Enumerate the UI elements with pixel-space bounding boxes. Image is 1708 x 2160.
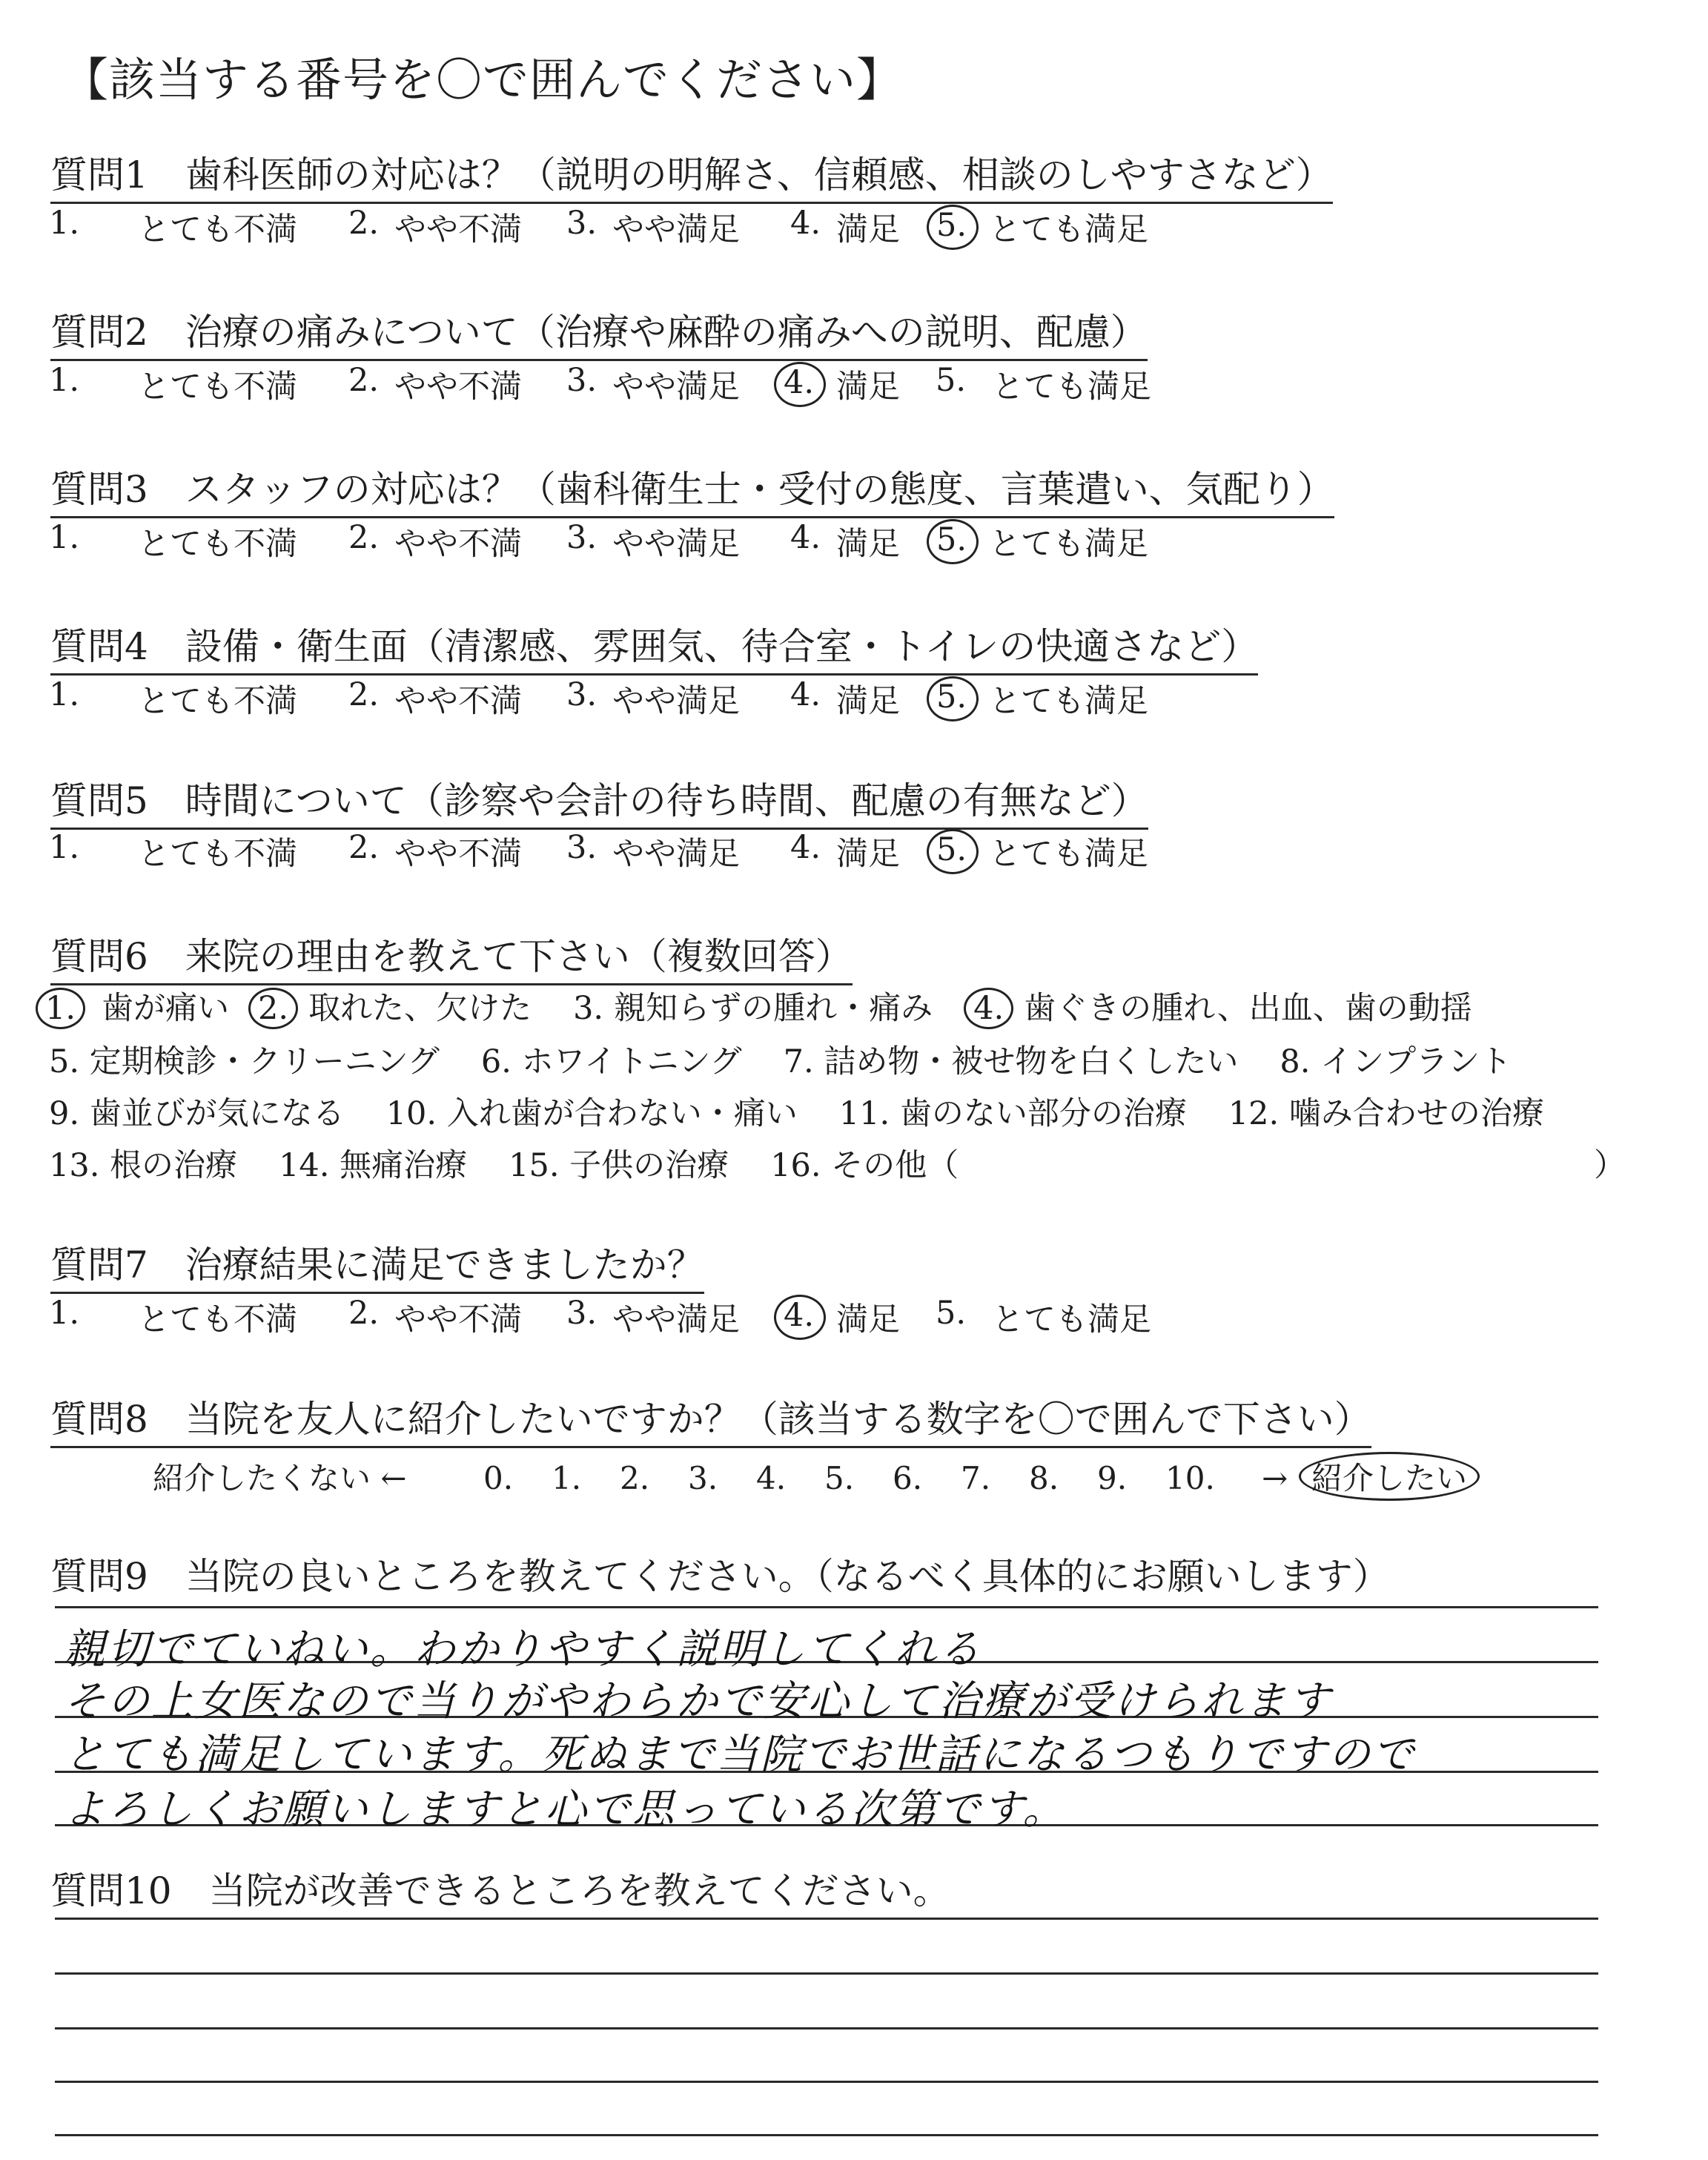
q7-option-3-number[interactable]: 3. [566, 1295, 598, 1332]
q5-option-2-number[interactable]: 2. [348, 829, 380, 866]
q5-option-3-number[interactable]: 3. [566, 829, 598, 866]
q1-option-3-number[interactable]: 3. [566, 205, 598, 242]
q1-option-2-number[interactable]: 2. [348, 205, 380, 242]
q10-answer-line-5[interactable] [55, 2134, 1598, 2136]
q4-option-2-label: やや不満 [394, 683, 522, 720]
q4-option-4-label: 満足 [836, 683, 900, 720]
q3-option-3-number[interactable]: 3. [566, 519, 598, 556]
q2-option-3-number[interactable]: 3. [566, 362, 598, 399]
q6-option-8[interactable]: 8. インプラント [1280, 1043, 1512, 1080]
q6-option-14[interactable]: 14. 無痛治療 [279, 1147, 468, 1184]
q5-option-5-label: とても満足 [989, 836, 1148, 873]
q5-option-2-label: やや不満 [394, 836, 522, 873]
q6-option-2-label: 取れた、欠けた [308, 990, 532, 1027]
q4-option-4-number[interactable]: 4. [790, 676, 821, 713]
q6-option-12[interactable]: 12. 噛み合わせの治療 [1228, 1095, 1544, 1132]
q7-option-2-label: やや不満 [394, 1301, 522, 1338]
question-10-title: 質問10 当院が改善できるところを教えてください。 [50, 1869, 950, 1912]
q4-option-5-label: とても満足 [989, 683, 1148, 720]
question-2-options [49, 362, 1170, 407]
q5-option-4-number[interactable]: 4. [790, 829, 821, 866]
question-6-title: 質問6 来院の理由を教えて下さい（複数回答） [50, 927, 853, 985]
q9-answer-text-4[interactable]: よろしくお願いしますと心で思っている次第です。 [64, 1786, 1067, 1834]
q6-option-1-label: 歯が痛い [102, 990, 230, 1027]
q10-answer-line-4[interactable] [55, 2081, 1598, 2083]
q3-option-3-label: やや満足 [612, 526, 740, 563]
q8-scale-5[interactable]: 5. [824, 1460, 855, 1496]
q5-option-5-number-circled[interactable]: 5. [927, 829, 979, 874]
q6-option-6[interactable]: 6. ホワイトニング [480, 1043, 742, 1080]
q8-scale-2[interactable]: 2. [620, 1460, 650, 1496]
q6-option-5[interactable]: 5. 定期検診・クリーニング [49, 1043, 440, 1080]
q2-option-1-number[interactable]: 1. [49, 362, 80, 399]
question-8-scale [153, 1452, 1481, 1501]
question-1-options [49, 205, 1167, 250]
q1-option-1-number[interactable]: 1. [49, 205, 80, 242]
q2-option-3-label: やや満足 [612, 369, 740, 406]
question-7-options [49, 1295, 1170, 1340]
q2-option-1-label: とても不満 [138, 369, 297, 406]
q4-option-3-label: やや満足 [612, 683, 740, 720]
q8-scale-4[interactable]: 4. [756, 1460, 787, 1496]
question-6-row-2 [49, 1037, 1512, 1082]
q10-answer-line-2[interactable] [55, 1972, 1598, 1975]
q6-option-11[interactable]: 11. 歯のない部分の治療 [838, 1095, 1187, 1132]
q8-right-arrow: → [1262, 1460, 1288, 1496]
q6-option-4-number-circled[interactable]: 4. [964, 988, 1013, 1029]
q6-option-9[interactable]: 9. 歯並びが気になる [49, 1095, 345, 1132]
q6-option-16[interactable]: 16. その他（ [770, 1147, 959, 1184]
question-8-title: 質問8 当院を友人に紹介したいですか？（該当する数字を〇で囲んで下さい） [50, 1390, 1371, 1448]
q5-option-4-label: 満足 [836, 836, 900, 873]
q1-option-2-label: やや不満 [394, 211, 522, 248]
q9-answer-text-2[interactable]: その上女医なので当りがやわらかで安心して治療が受けられます [64, 1677, 1332, 1725]
q10-answer-line-3[interactable] [55, 2027, 1598, 2029]
q8-scale-10[interactable]: 10. [1165, 1460, 1215, 1496]
question-6-row-4 [49, 1140, 959, 1186]
question-6-row-3 [49, 1089, 1544, 1134]
q3-option-1-label: とても不満 [138, 526, 297, 563]
q7-option-1-label: とても不満 [138, 1301, 297, 1338]
q6-option-2-number-circled[interactable]: 2. [248, 988, 298, 1029]
q8-scale-0[interactable]: 0. [483, 1460, 514, 1496]
q7-option-5-label: とても満足 [992, 1301, 1151, 1338]
q8-left-label: 紹介したくない ← [153, 1460, 407, 1496]
q8-scale-3[interactable]: 3. [688, 1460, 718, 1496]
q6-option-15[interactable]: 15. 子供の治療 [509, 1147, 729, 1184]
q7-option-4-number-circled[interactable]: 4. [774, 1295, 826, 1340]
q1-option-5-label: とても満足 [989, 211, 1148, 248]
q2-option-2-label: やや不満 [394, 369, 522, 406]
q6-option-3-label: 親知らずの腫れ・痛み [614, 990, 933, 1027]
q2-option-4-number-circled[interactable]: 4. [774, 362, 826, 407]
q7-option-3-label: やや満足 [612, 1301, 740, 1338]
q6-option-10[interactable]: 10. 入れ歯が合わない・痛い [385, 1095, 798, 1132]
q6-option-16-close-paren: ） [1594, 1147, 1626, 1184]
question-4-title: 質問4 設備・衛生面（清潔感、雰囲気、待合室・トイレの快適さなど） [50, 617, 1258, 676]
q6-option-3-number[interactable]: 3. [573, 990, 604, 1027]
q8-scale-1[interactable]: 1. [552, 1460, 582, 1496]
q3-option-5-number-circled[interactable]: 5. [927, 519, 979, 564]
q6-option-1-number-circled[interactable]: 1. [36, 988, 85, 1029]
q3-option-2-number[interactable]: 2. [348, 519, 380, 556]
q6-option-4-label: 歯ぐきの腫れ、出血、歯の動揺 [1024, 990, 1472, 1027]
q8-scale-6[interactable]: 6. [893, 1460, 923, 1496]
q5-option-1-number[interactable]: 1. [49, 829, 80, 866]
q2-option-2-number[interactable]: 2. [348, 362, 380, 399]
q8-right-label-circled[interactable]: 紹介したい [1299, 1452, 1480, 1501]
q4-option-1-label: とても不満 [138, 683, 297, 720]
q1-option-4-number[interactable]: 4. [790, 205, 821, 242]
q2-option-5-label: とても満足 [992, 369, 1151, 406]
q1-option-1-label: とても不満 [138, 211, 297, 248]
question-2-title: 質問2 治療の痛みについて（治療や麻酔の痛みへの説明、配慮） [50, 303, 1148, 361]
q10-answer-line-1[interactable] [55, 1918, 1598, 1920]
q1-option-3-label: やや満足 [612, 211, 740, 248]
q5-option-3-label: やや満足 [612, 836, 740, 873]
q7-option-5-number[interactable]: 5. [936, 1295, 967, 1332]
question-3-options [49, 519, 1167, 564]
question-3-title: 質問3 スタッフの対応は？（歯科衛生士・受付の態度、言葉遣い、気配り） [50, 460, 1334, 518]
page-title: 【該当する番号を〇で囲んでください】 [62, 53, 904, 107]
q2-option-5-number[interactable]: 5. [936, 362, 967, 399]
q8-scale-8[interactable]: 8. [1029, 1460, 1059, 1496]
q6-option-13[interactable]: 13. 根の治療 [49, 1147, 238, 1184]
q5-option-1-label: とても不満 [138, 836, 297, 873]
question-9-title: 質問9 当院の良いところを教えてください。（なるべく具体的にお願いします） [50, 1555, 1390, 1598]
question-4-options [49, 676, 1167, 721]
q3-option-4-label: 満足 [836, 526, 900, 563]
q2-option-4-label: 満足 [836, 369, 900, 406]
q4-option-2-number[interactable]: 2. [348, 676, 380, 713]
q3-option-4-number[interactable]: 4. [790, 519, 821, 556]
q7-option-4-label: 満足 [836, 1301, 900, 1338]
q8-scale-7[interactable]: 7. [961, 1460, 991, 1496]
q9-answer-line-0 [55, 1606, 1598, 1608]
question-5-title: 質問5 時間について（診察や会計の待ち時間、配慮の有無など） [50, 771, 1148, 830]
q9-answer-text-1[interactable]: 親切でていねい。わかりやすく説明してくれる [64, 1625, 982, 1674]
q6-option-7[interactable]: 7. 詰め物・被せ物を白くしたい [783, 1043, 1239, 1080]
question-1-title: 質問1 歯科医師の対応は？（説明の明解さ、信頼感、相談のしやすさなど） [50, 145, 1333, 204]
q8-scale-9[interactable]: 9. [1097, 1460, 1128, 1496]
q1-option-4-label: 満足 [836, 211, 900, 248]
q3-option-1-number[interactable]: 1. [49, 519, 80, 556]
q4-option-1-number[interactable]: 1. [49, 676, 80, 713]
q4-option-3-number[interactable]: 3. [566, 676, 598, 713]
q1-option-5-number-circled[interactable]: 5. [927, 205, 979, 250]
q3-option-5-label: とても満足 [989, 526, 1148, 563]
question-6-row-1 [36, 983, 1472, 1029]
question-7-title: 質問7 治療結果に満足できましたか？ [50, 1235, 704, 1294]
q9-answer-text-3[interactable]: とても満足しています。死ぬまで当院でお世話になるつもりですので [64, 1731, 1416, 1779]
q4-option-5-number-circled[interactable]: 5. [927, 676, 979, 721]
question-5-options [49, 829, 1167, 874]
q3-option-2-label: やや不満 [394, 526, 522, 563]
q7-option-1-number[interactable]: 1. [49, 1295, 80, 1332]
q7-option-2-number[interactable]: 2. [348, 1295, 380, 1332]
